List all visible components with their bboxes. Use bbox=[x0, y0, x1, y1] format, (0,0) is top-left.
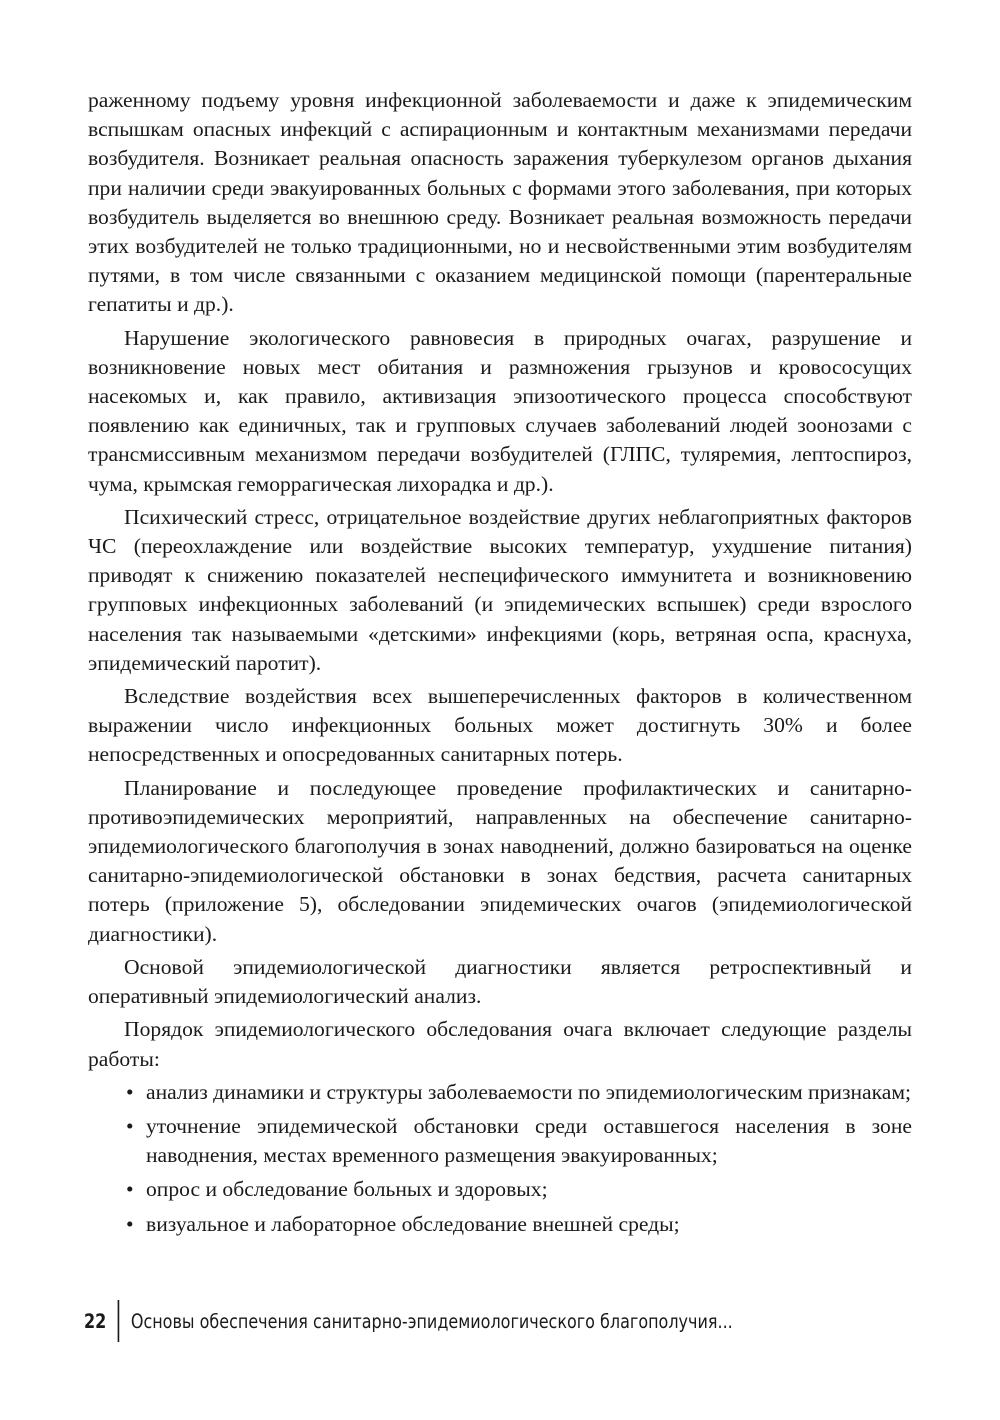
paragraph-5: Планирование и последующее проведение профилактических и санитарно-противоэпидемических мероприятий, направленных на обеспечение санитарно-эпидемиологического благополучия в зонах наводнений, должно базироваться на оценке санитарно-эпидемиологической обстановки в зонах бедствия, расчета санитарных потерь (приложение 5), обследовании эпидемических очагов (эпидемиологической диагностики). bbox=[88, 775, 912, 946]
page-footer bbox=[84, 1300, 733, 1342]
paragraph-2: Нарушение экологического равновесия в природных очагах, разрушение и возникновение новых мест обитания и размножения грызунов и кровососущих насекомых и, как правило, активизация эпизоотического процесса способствуют появлению как единичных, так и групповых случаев заболеваний людей зоонозами с трансмиссивным механизмом передачи возбудителей (ГЛПС, туляремия, лептоспироз, чума, крымская геморрагическая лихорадка и др.). bbox=[88, 325, 912, 496]
list-item bbox=[88, 1210, 912, 1239]
list-item bbox=[88, 1078, 912, 1107]
list-item-text: опрос и обследование больных и здоровых; bbox=[146, 1177, 548, 1202]
page-number: 22 bbox=[84, 1309, 107, 1333]
list-item-text: визуальное и лабораторное обследование внешней среды; bbox=[146, 1211, 680, 1236]
paragraph-3: Психический стресс, отрицательное воздействие других неблагоприятных факторов ЧС (переохлаждение или воздействие высоких температур, ухудшение питания) приводят к снижению показателей неспецифического иммунитета и возникновению групповых инфекционных заболеваний (и эпидемических вспышек) среди взрослого населения так называемыми «детскими» инфекциями (корь, ветряная оспа, краснуха, эпидемический паротит). bbox=[88, 504, 912, 675]
paragraph-4: Вследствие воздействия всех вышеперечисленных факторов в количественном выражении число инфекционных больных может достигнуть 30% и более непосредственных и опосредованных санитарных потерь. bbox=[88, 684, 912, 767]
bullet-icon: • bbox=[126, 1177, 134, 1202]
list-item bbox=[88, 1112, 912, 1170]
bullet-icon: • bbox=[126, 1079, 134, 1104]
paragraph-1: раженному подъему уровня инфекционной заболеваемости и даже к эпидемическим вспышкам опасных инфекций с аспирационным и контактным механизмами передачи возбудителя. Возникает реальная опасность заражения туберкулезом органов дыхания при наличии среди эвакуированных больных с формами этого заболевания, при которых возбудитель выделяется во внешнюю среду. Возникает реальная возможность передачи этих возбудителей не только традиционными, но и несвойственными этим возбудителям путями, в том числе связанными с оказанием медицинской помощи (парентеральные гепатиты и др.). bbox=[88, 88, 912, 317]
footer-divider bbox=[118, 1300, 120, 1342]
page-body bbox=[88, 86, 912, 1244]
paragraph-7: Порядок эпидемиологического обследования очага включает следующие разделы работы: bbox=[88, 1017, 912, 1071]
list-item-text: уточнение эпидемической обстановки среди оставшегося населения в зоне наводнения, местах временного размещения эвакуированных; bbox=[146, 1113, 912, 1168]
running-title: Основы обеспечения санитарно-эпидемиологического благополучия... bbox=[130, 1309, 733, 1333]
bullet-list bbox=[88, 1078, 912, 1239]
bullet-icon: • bbox=[126, 1113, 134, 1138]
paragraph-6: Основой эпидемиологической диагностики является ретроспективный и оперативный эпидемиологический анализ. bbox=[88, 954, 912, 1009]
bullet-icon: • bbox=[126, 1211, 134, 1236]
list-item bbox=[88, 1175, 912, 1204]
list-item-text: анализ динамики и структуры заболеваемости по эпидемиологическим признакам; bbox=[146, 1079, 912, 1104]
